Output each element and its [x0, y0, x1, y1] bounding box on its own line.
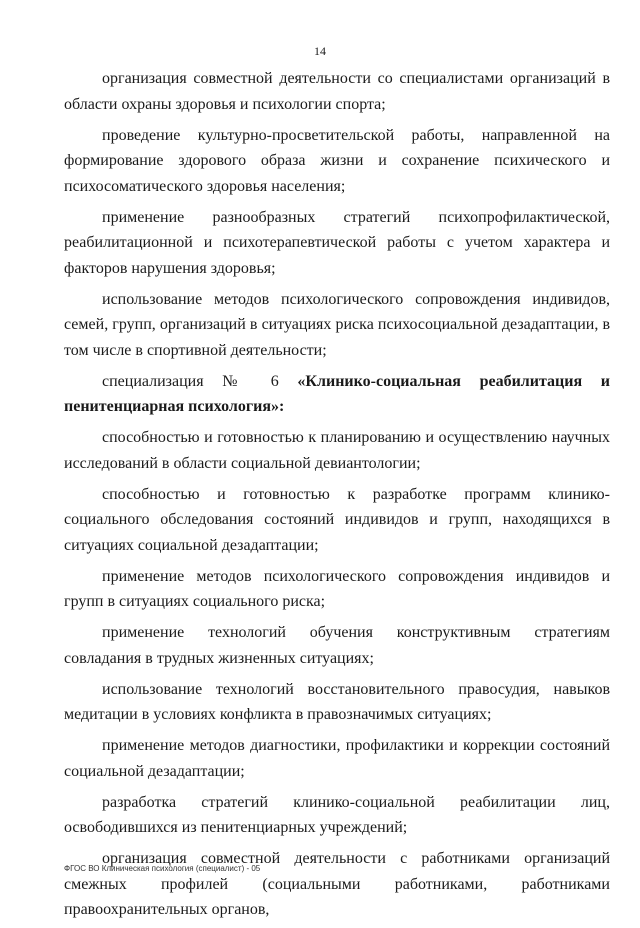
- paragraph: использование методов психологического сопровождения индивидов, семей, групп, организаций в ситуациях риска психосоциальной дезадаптации, в том числе в спортивной деятельности;: [64, 290, 610, 359]
- paragraph: разработка стратегий клинико-социальной реабилитации лиц, освободившихся из пенитенциарных учреждений;: [64, 793, 610, 836]
- paragraph: организация совместной деятельности с работниками организаций смежных профилей (социальными работниками, работниками правоохранительных органов,: [64, 850, 610, 918]
- body-text: [64, 66, 610, 928]
- page-number: 14: [314, 44, 326, 58]
- paragraph: способностью и готовностью к разработке программ клинико-социального обследования состояний индивидов и групп, находящихся в ситуациях социальной дезадаптации;: [64, 485, 610, 554]
- paragraph: применение методов диагностики, профилактики и коррекции состояний социальной дезадаптации;: [64, 737, 610, 780]
- specialization-heading: [64, 369, 610, 420]
- paragraph: применение методов психологического сопровождения индивидов и групп в ситуациях социального риска;: [64, 567, 610, 610]
- paragraph: способностью и готовностью к планированию и осуществлению научных исследований в области социальной девиантологии;: [64, 429, 610, 472]
- paragraph: применение технологий обучения конструктивным стратегиям совладания в трудных жизненных ситуациях;: [64, 624, 610, 667]
- paragraph: проведение культурно-просветительской работы, направленной на формирование здорового образа жизни и сохранение психического и психосоматического здоровья населения;: [64, 126, 610, 195]
- paragraph: организация совместной деятельности со специалистами организаций в области охраны здоровья и психологии спорта;: [64, 70, 610, 113]
- paragraph: использование технологий восстановительного правосудия, навыков медитации в условиях конфликта в правозначимых ситуациях;: [64, 680, 610, 723]
- specialization-title: «Клинико-социальная реабилитация и пенитенциарная психология»: [64, 372, 610, 415]
- paragraph: применение разнообразных стратегий психопрофилактической, реабилитационной и психотерапевтической работы с учетом характера и факторов нарушения здоровья;: [64, 208, 610, 277]
- page-footer: ФГОС ВО Клиническая психология (специалист) - 05: [64, 864, 261, 873]
- specialization-colon: :: [278, 398, 285, 415]
- specialization-prefix: специализация № 6: [102, 372, 298, 390]
